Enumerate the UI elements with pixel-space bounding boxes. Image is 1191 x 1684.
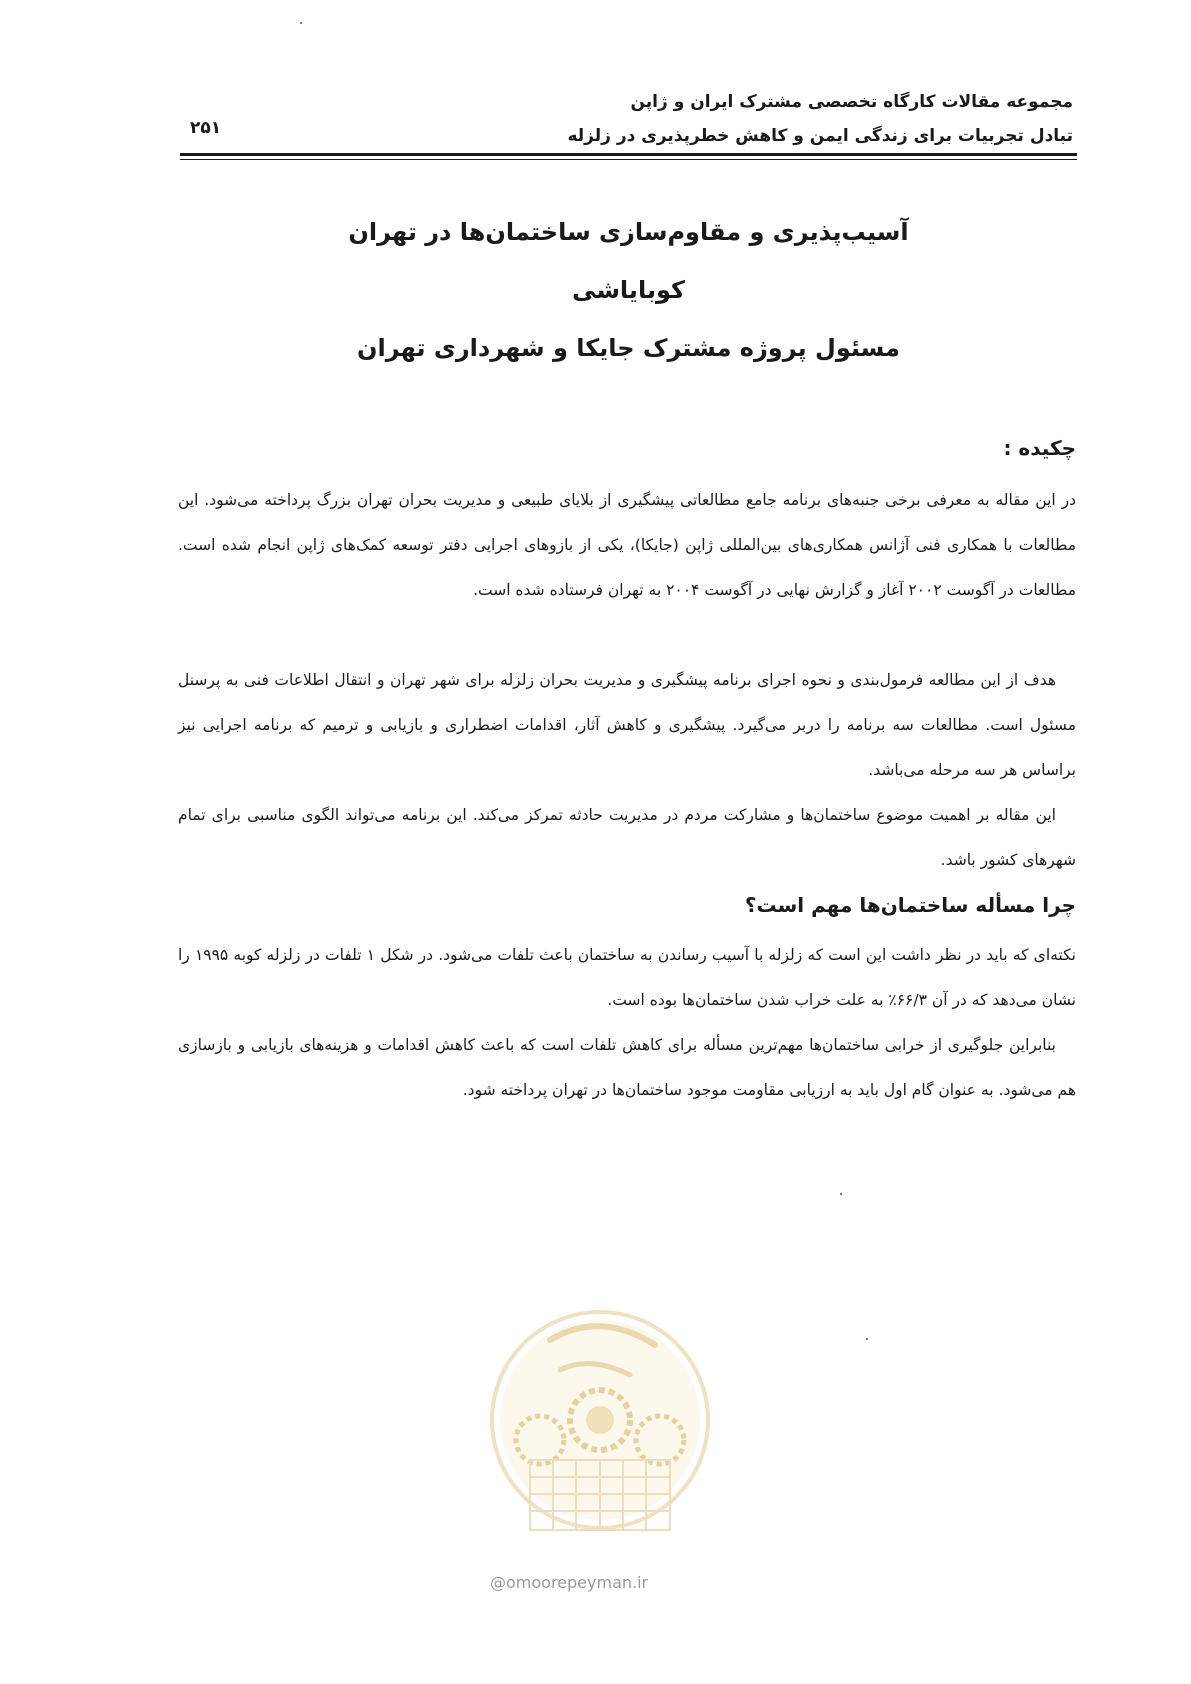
watermark-url: @omoorepeyman.ir <box>490 1573 649 1592</box>
running-header-workshop-title: تبادل تجربیات برای زندگی ایمن و کاهش خطرپذیری در زلزله <box>567 126 1073 146</box>
scan-speck <box>300 22 302 24</box>
page-number: ۲۵۱ <box>190 118 222 138</box>
abstract-paragraph-2: هدف از این مطالعه فرمول‌بندی و نحوه اجرای برنامه پیشگیری و مدیریت بحران زلزله برای شهر تهران و انتقال اطلاعات فنی به پرسنل مسئول است. مطالعات سه برنامه را دربر می‌گیرد. پیشگیری و کاهش آثار، اقدامات اضطراری و بازیابی و ترمیم که برنامه اجرایی نیز براساس هر سه مرحله می‌باشد. <box>178 671 1076 779</box>
section-heading: چرا مسأله ساختمان‌ها مهم است؟ <box>744 893 1076 917</box>
article-title: آسیب‌پذیری و مقاوم‌سازی ساختمان‌ها در تهران <box>348 218 909 246</box>
section-paragraph-2: بنابراین جلوگیری از خرابی ساختمان‌ها مهم‌ترین مسأله برای کاهش تلفات است که باعث کاهش اقدامات و هزینه‌های بازیابی و بازسازی هم می‌شود. به عنوان گام اول باید به ارزیابی مقاومت موجود ساختمان‌ها در تهران پرداخته شود. <box>178 1036 1076 1099</box>
author-name: کوبایاشی <box>572 276 685 304</box>
section-paragraph-1: نکته‌ای که باید در نظر داشت این است که زلزله با آسیب رساندن به ساختمان باعث تلفات می‌شود. در شکل ۱ تلفات در زلزله کوبه ۱۹۹۵ را نشان می‌دهد که در آن ۶۶/۳٪ به علت خراب شدن ساختمان‌ها بوده است. <box>178 946 1076 1009</box>
running-header-series-title: مجموعه مقالات کارگاه تخصصی مشترک ایران و ژاپن <box>630 92 1073 112</box>
abstract-paragraph-1: در این مقاله به معرفی برخی جنبه‌های برنامه جامع مطالعاتی پیشگیری از بلایای طبیعی و مدیریت بحران تهران بزرگ پرداخته می‌شود. این مطالعات با همکاری فنی آژانس همکاری‌های بین‌المللی ژاپن (جایکا)، یکی از بازوهای اجرایی دفتر توسعه کمک‌های ژاپن انجام شده است. مطالعات در آگوست ۲۰۰۲ آغاز و گزارش نهایی در آگوست ۲۰۰۴ به تهران فرستاده شده است. <box>178 491 1076 599</box>
header-rule-thin <box>180 159 1077 160</box>
abstract-paragraph-3: این مقاله بر اهمیت موضوع ساختمان‌ها و مشارکت مردم در مدیریت حادثه تمرکز می‌کند. این برنامه می‌تواند الگوی مناسبی برای تمام شهرهای کشور باشد. <box>178 806 1076 869</box>
abstract-heading: چکیده : <box>1003 436 1076 460</box>
author-affiliation: مسئول پروژه مشترک جایکا و شهرداری تهران <box>357 334 900 362</box>
watermark-logo <box>480 1300 720 1580</box>
title-block <box>180 203 1077 377</box>
scan-speck <box>840 1193 842 1195</box>
scan-speck <box>866 1338 868 1340</box>
header-rule-thick <box>180 153 1077 156</box>
